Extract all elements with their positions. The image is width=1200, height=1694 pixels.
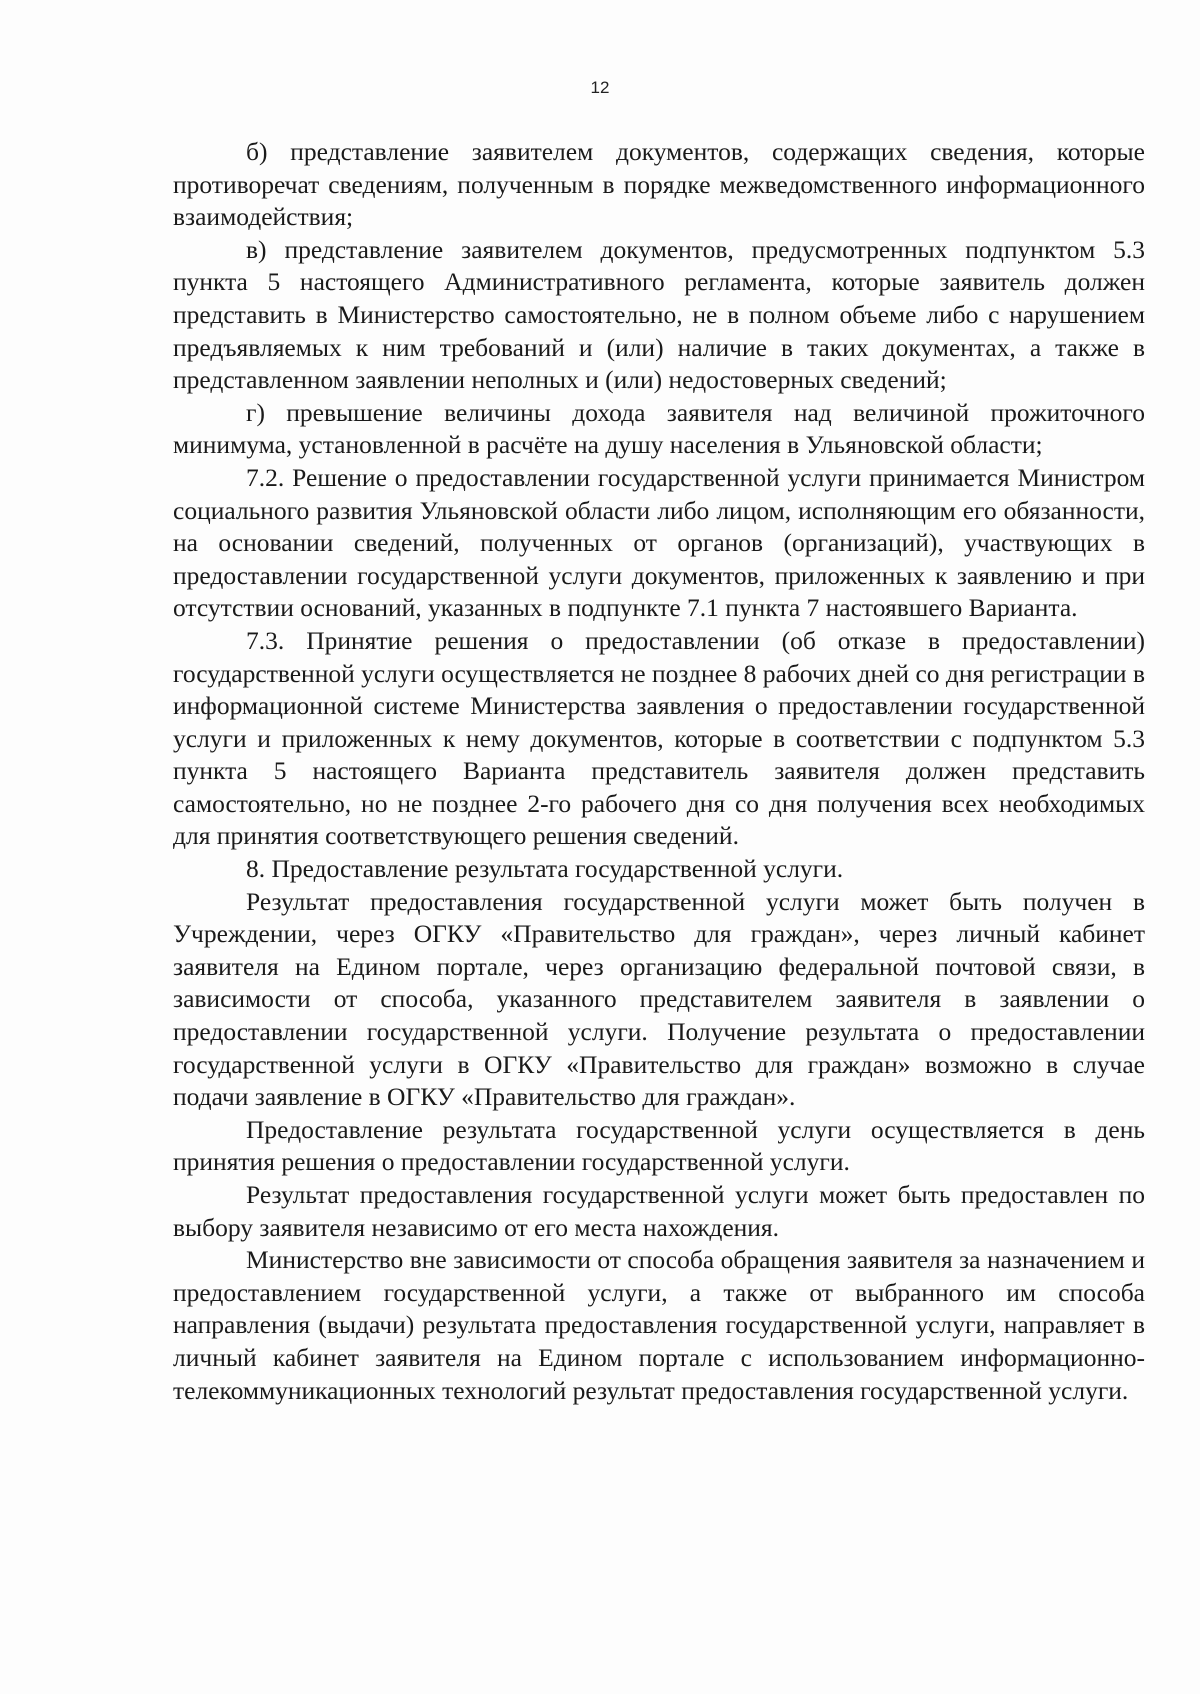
paragraph-7-2: 7.2. Решение о предоставлении государственной услуги принимается Министром социального развития Ульяновской области либо лицом, исполняющим его обязанности, на основании сведений, полученных от органов (организаций), участвующих в предоставлении государственной услуги документов, приложенных к заявлению и при отсутствии оснований, указанных в подпункте 7.1 пункта 7 настоявшего Варианта. xyxy=(173,462,1145,623)
page-number: 12 xyxy=(590,78,610,97)
paragraph-8-heading: 8. Предоставление результата государственной услуги. xyxy=(246,854,844,884)
document-body xyxy=(173,136,1145,1407)
paragraph-result-receipt: Результат предоставления государственной услуги может быть получен в Учреждении, через ОГКУ «Правительство для граждан», через личный кабинет заявителя на Едином портале, через организацию федеральной почтовой связи, в зависимости от способа, указанного представителем заявителя в заявлении о предоставлении государственной услуги. Получение результата о предоставлении государственной услуги в ОГКУ «Правительство для граждан» возможно в случае подачи заявление в ОГКУ «Правительство для граждан». xyxy=(173,886,1145,1112)
paragraph-g: г) превышение величины дохода заявителя над величиной прожиточного минимума, установленной в расчёте на душу населения в Ульяновской области; xyxy=(173,397,1145,460)
paragraph-ministry-cabinet: Министерство вне зависимости от способа обращения заявителя за назначением и предоставлением государственной услуги, а также от выбранного им способа направления (выдачи) результата предоставления государственной услуги, направляет в личный кабинет заявителя на Едином портале с использованием информационно-телекоммуникационных технологий результат предоставления государственной услуги. xyxy=(173,1245,1145,1405)
paragraph-result-timing: Предоставление результата государственной услуги осуществляется в день принятия решения о предоставлении государственной услуги. xyxy=(173,1114,1145,1177)
paragraph-7-3: 7.3. Принятие решения о предоставлении (об отказе в предоставлении) государственной услуги осуществляется не позднее 8 рабочих дней со дня регистрации в информационной системе Министерства заявления о предоставлении государственной услуги и приложенных к нему документов, которые в соответствии с подпунктом 5.3 пункта 5 настоящего Варианта представитель заявителя должен представить самостоятельно, но не позднее 2-го рабочего дня со дня получения всех необходимых для принятия соответствующего решения сведений. xyxy=(173,625,1145,851)
paragraph-result-location: Результат предоставления государственной услуги может быть предоставлен по выбору заявителя независимо от его места нахождения. xyxy=(173,1180,1145,1242)
paragraph-v: в) представление заявителем документов, предусмотренных подпунктом 5.3 пункта 5 настоящего Административного регламента, которые заявитель должен представить в Министерство самостоятельно, не в полном объеме либо с нарушением предъявляемых к ним требований и (или) наличие в таких документах, а также в представленном заявлении неполных и (или) недостоверных сведений; xyxy=(173,234,1145,395)
paragraph-b: б) представление заявителем документов, содержащих сведения, которые противоречат сведениям, полученным в порядке межведомственного информационного взаимодействия; xyxy=(173,137,1145,232)
